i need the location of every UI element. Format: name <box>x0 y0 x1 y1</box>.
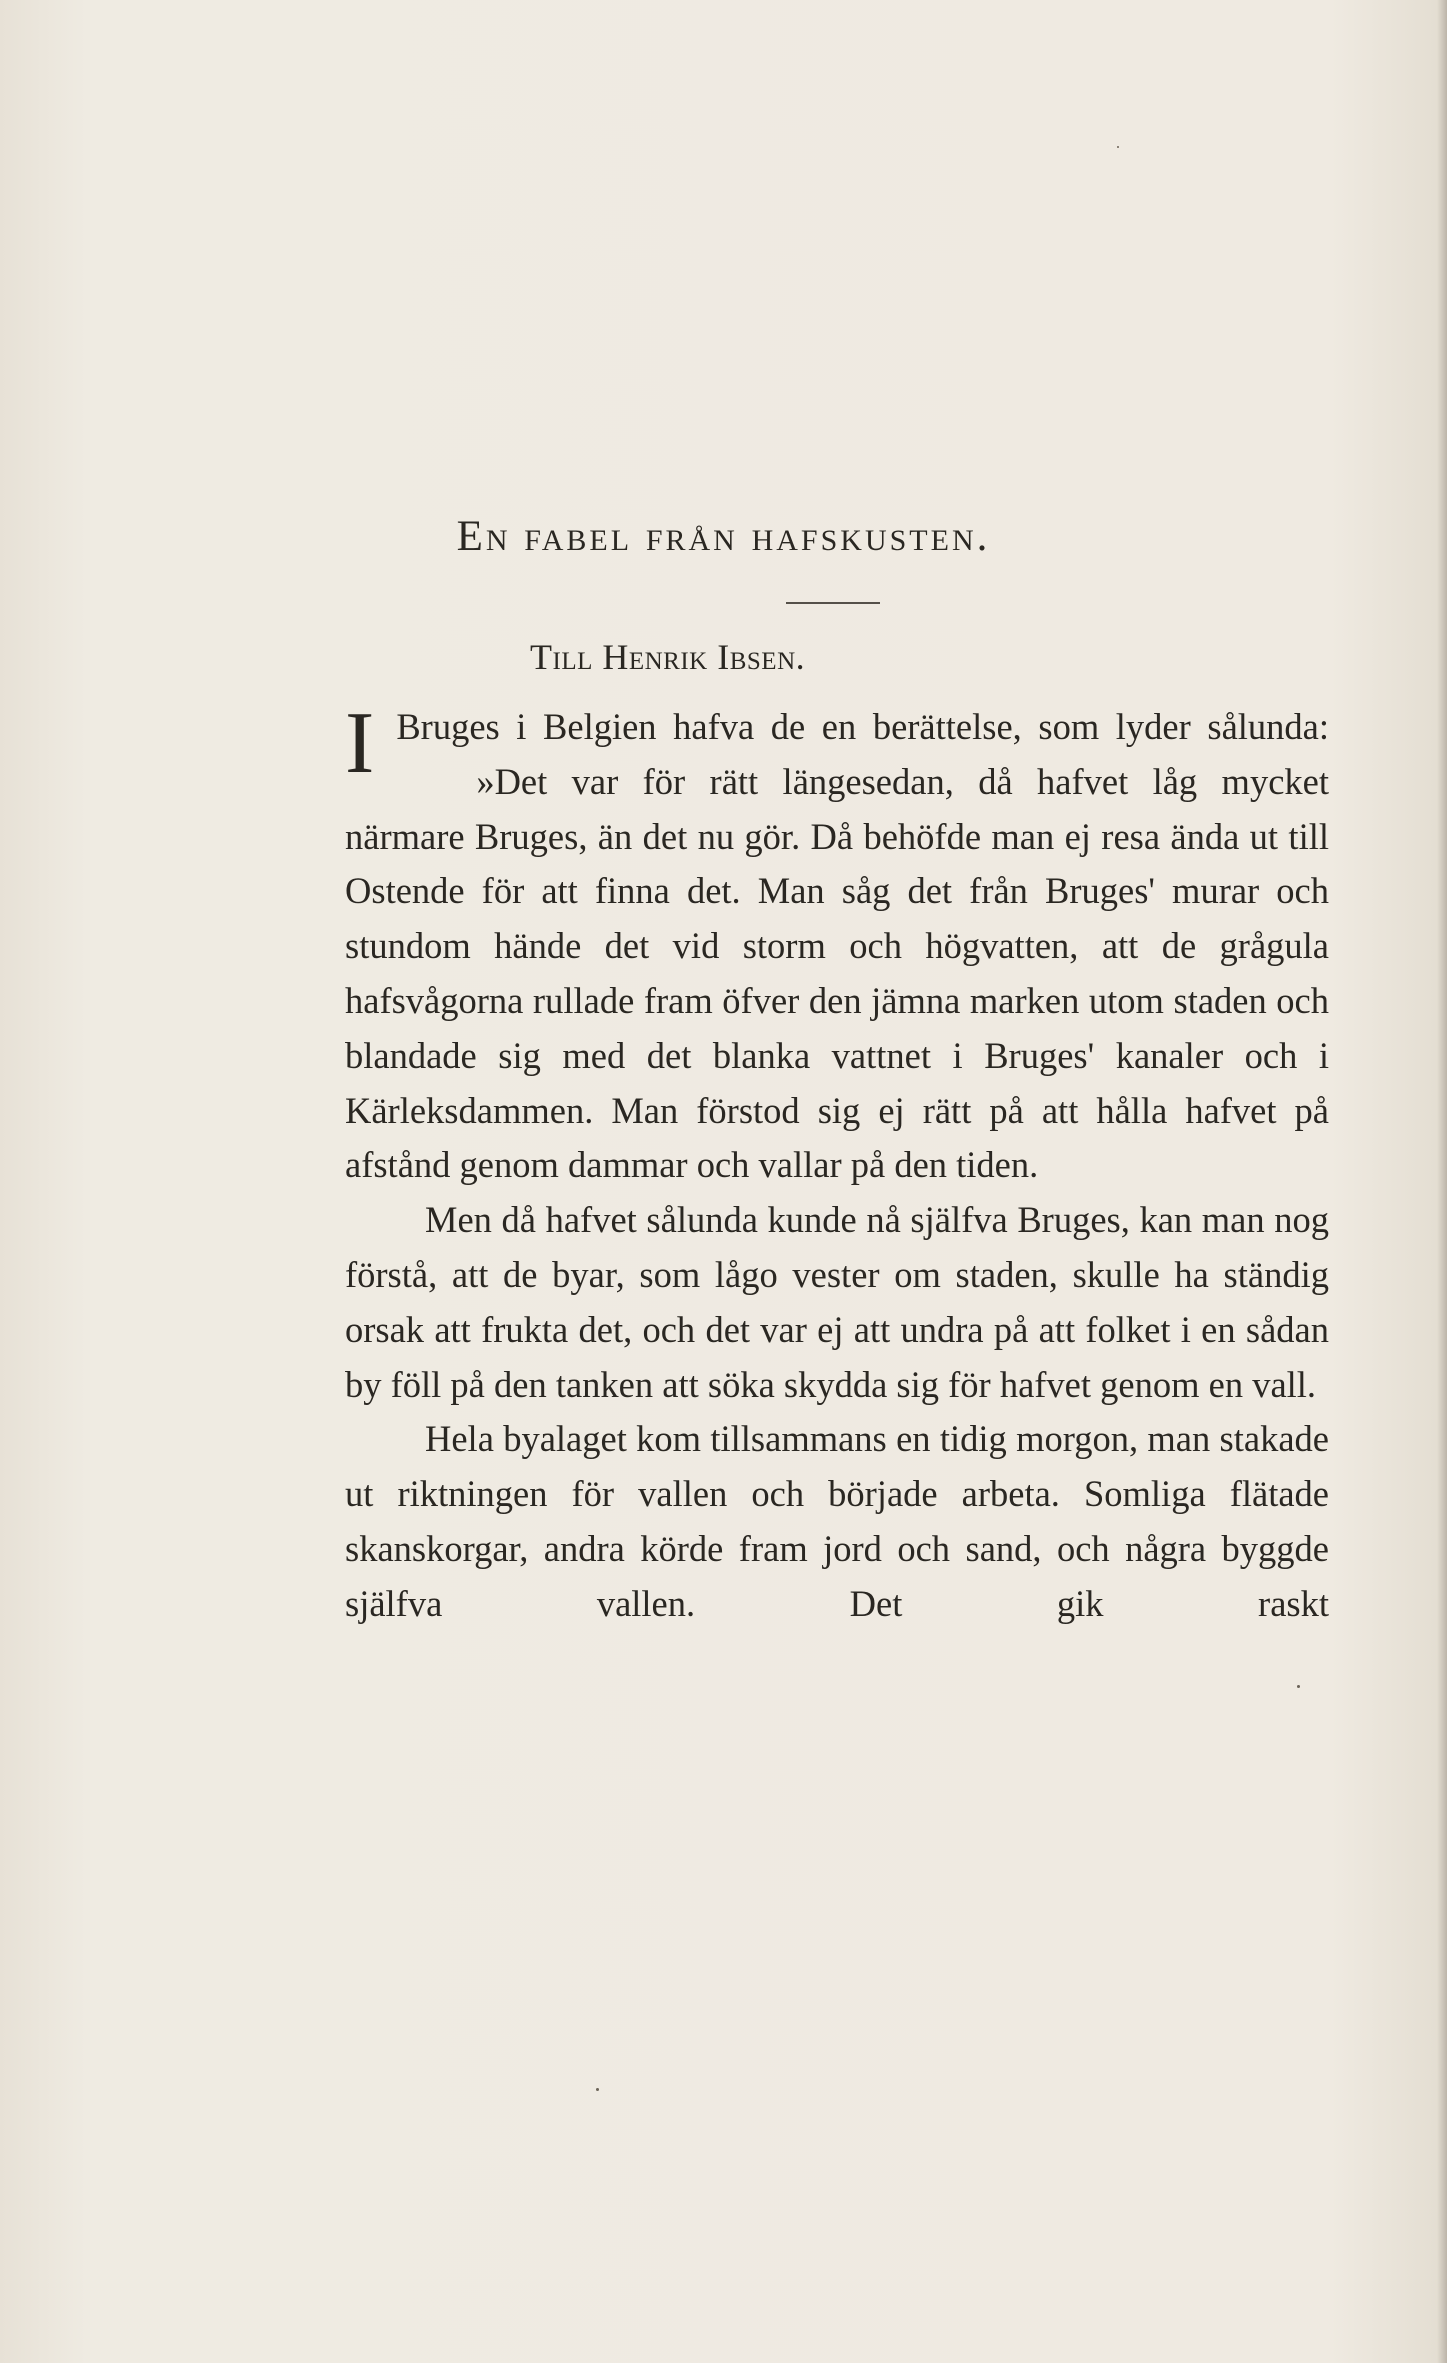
title-divider <box>786 602 880 604</box>
paper-speck <box>1117 146 1119 148</box>
paper-speck <box>596 2088 599 2091</box>
paragraph-text: Men då hafvet sålunda kunde nå själfva Bruges, kan man nog förstå, att de byar, som lågo vester om staden, skulle ha ständig orsak att frukta det, och det var ej att undra på att folket i en sådan by föll på den tanken att söka skydda sig för hafvet genom en vall. <box>345 1199 1329 1405</box>
body-text <box>345 695 1329 1632</box>
paragraph-4 <box>345 1412 1329 1631</box>
chapter-title: En fabel från hafskusten. <box>456 513 991 560</box>
drop-cap: I <box>345 695 375 792</box>
page-edge-shadow <box>1437 0 1447 2363</box>
dedication: Till Henrik Ibsen. <box>530 637 806 677</box>
paragraph-text: »Det var för rätt längesedan, då hafvet låg mycket närmare Bruges, än det nu gör. Då behöfde man ej resa ända ut till Ostende för att finna det. Man såg det från Bruges' murar och stundom hände det vid storm och högvatten, att de grågula hafsvågorna rullade fram öfver den jämna marken utom staden och blandade sig med det blanka vattnet i Bruges' kanaler och i Kärleksdammen. Man förstod sig ej rätt på att hålla hafvet på afstånd genom dammar och vallar på den tiden. <box>345 760 1329 1186</box>
paragraph-2 <box>345 755 1329 1193</box>
paragraph-1 <box>345 695 1329 792</box>
paragraph-text: Hela byalaget kom tillsammans en tidig morgon, man stakade ut riktningen för vallen och började arbeta. Somliga flätade skanskorgar, andra körde fram jord och sand, och några byggde själfva vallen. Det gik raskt <box>345 1418 1329 1624</box>
paragraph-text: Bruges i Belgien hafva de en berättelse, som lyder sålunda: <box>396 706 1329 747</box>
paragraph-3 <box>345 1193 1329 1412</box>
paper-speck <box>1297 1685 1300 1688</box>
